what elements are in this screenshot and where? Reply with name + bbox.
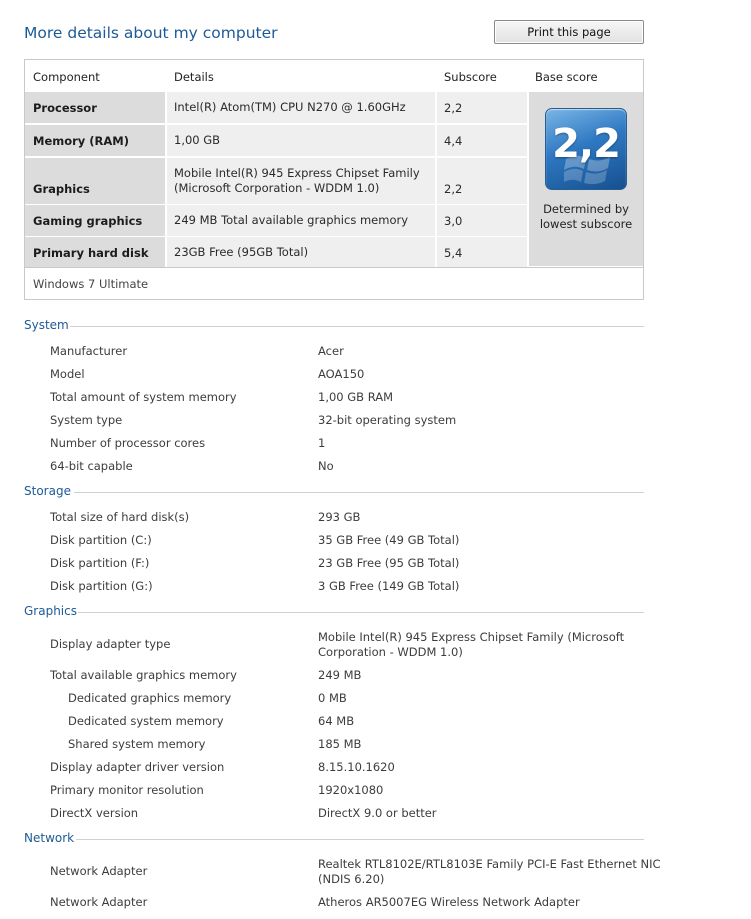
- component-label: Memory (RAM): [33, 134, 130, 148]
- section-divider: [70, 326, 644, 327]
- row-label: DirectX version: [50, 806, 139, 820]
- section-title-storage: Storage: [24, 484, 71, 498]
- row-label: Primary monitor resolution: [50, 783, 204, 797]
- subscore-value: 3,0: [444, 214, 463, 228]
- component-label: Processor: [33, 101, 97, 115]
- score-table-header: [25, 60, 643, 92]
- score-row-memory: [25, 125, 527, 156]
- section-divider: [74, 492, 644, 493]
- row-label: Manufacturer: [50, 344, 128, 358]
- row-value: 249 MB: [318, 668, 362, 682]
- row-value: 1,00 GB RAM: [318, 390, 394, 404]
- row-value: 1: [318, 436, 326, 450]
- row-value: 1920x1080: [318, 783, 384, 797]
- row-label: System type: [50, 413, 123, 427]
- row-value: 64 MB: [318, 714, 355, 728]
- header-subscore: Subscore: [444, 70, 497, 84]
- row-value: 3 GB Free (149 GB Total): [318, 579, 460, 593]
- row-value: Acer: [318, 344, 344, 358]
- page-title: More details about my computer: [24, 24, 278, 42]
- row-label: Total size of hard disk(s): [50, 510, 190, 524]
- component-label: Gaming graphics: [33, 214, 143, 228]
- subscore-value: 5,4: [444, 246, 463, 260]
- base-score-panel: [529, 92, 643, 266]
- score-table: [24, 59, 644, 300]
- row-label: Disk partition (F:): [50, 556, 150, 570]
- row-label: Shared system memory: [68, 737, 206, 751]
- row-label: Disk partition (G:): [50, 579, 153, 593]
- row-value: DirectX 9.0 or better: [318, 806, 437, 820]
- row-value: 32-bit operating system: [318, 413, 457, 427]
- row-label: Dedicated system memory: [68, 714, 224, 728]
- section-divider: [76, 839, 644, 840]
- os-edition: Windows 7 Ultimate: [33, 277, 149, 291]
- row-value: Atheros AR5007EG Wireless Network Adapter: [318, 895, 580, 909]
- row-value: 293 GB: [318, 510, 361, 524]
- section-title-graphics: Graphics: [24, 604, 77, 618]
- row-value: Mobile Intel(R) 945 Express Chipset Family (Microsoft Corporation - WDDM 1.0): [318, 630, 625, 659]
- section-title-network: Network: [24, 831, 75, 845]
- divider: [25, 267, 643, 268]
- row-value: 23 GB Free (95 GB Total): [318, 556, 460, 570]
- subscore-value: 2,2: [444, 101, 463, 115]
- score-row-gaming-graphics: [25, 205, 527, 236]
- component-details: 249 MB Total available graphics memory: [174, 213, 409, 227]
- score-row-processor: [25, 92, 527, 123]
- row-value: AOA150: [318, 367, 365, 381]
- section-title-system: System: [24, 318, 69, 332]
- subscore-value: 2,2: [444, 182, 463, 196]
- component-label: Primary hard disk: [33, 246, 149, 260]
- component-details: Intel(R) Atom(TM) CPU N270 @ 1.60GHz: [174, 100, 406, 114]
- row-value: 35 GB Free (49 GB Total): [318, 533, 460, 547]
- component-details: 1,00 GB: [174, 133, 221, 147]
- section-divider: [78, 612, 644, 613]
- row-value: Realtek RTL8102E/RTL8103E Family PCI-E Fast Ethernet NIC (NDIS 6.20): [318, 857, 661, 886]
- row-label: Display adapter driver version: [50, 760, 225, 774]
- header-component: Component: [33, 70, 100, 84]
- base-score-value: 2,2: [552, 121, 620, 167]
- score-row-graphics: [25, 158, 527, 204]
- row-label: Dedicated graphics memory: [68, 691, 232, 705]
- component-details: Mobile Intel(R) 945 Express Chipset Family (Microsoft Corporation - WDDM 1.0): [174, 166, 420, 195]
- row-label: 64-bit capable: [50, 459, 133, 473]
- base-score-note: Determined by lowest subscore: [539, 202, 633, 231]
- row-value: 0 MB: [318, 691, 347, 705]
- subscore-value: 4,4: [444, 134, 463, 148]
- header-details: Details: [174, 70, 214, 84]
- row-label: Total available graphics memory: [50, 668, 237, 682]
- row-label: Number of processor cores: [50, 436, 206, 450]
- print-page-button[interactable]: Print this page: [494, 20, 644, 44]
- row-label: Network Adapter: [50, 895, 148, 909]
- row-label: Network Adapter: [50, 864, 148, 878]
- score-row-hard-disk: [25, 237, 527, 268]
- row-label: Model: [50, 367, 85, 381]
- component-details: 23GB Free (95GB Total): [174, 245, 309, 259]
- header-base-score: Base score: [535, 70, 598, 84]
- row-label: Total amount of system memory: [50, 390, 237, 404]
- row-value: 8.15.10.1620: [318, 760, 395, 774]
- row-label: Disk partition (C:): [50, 533, 152, 547]
- row-label: Display adapter type: [50, 637, 171, 651]
- row-value: No: [318, 459, 334, 473]
- base-score-badge: [545, 108, 627, 190]
- component-label: Graphics: [33, 182, 90, 196]
- row-value: 185 MB: [318, 737, 362, 751]
